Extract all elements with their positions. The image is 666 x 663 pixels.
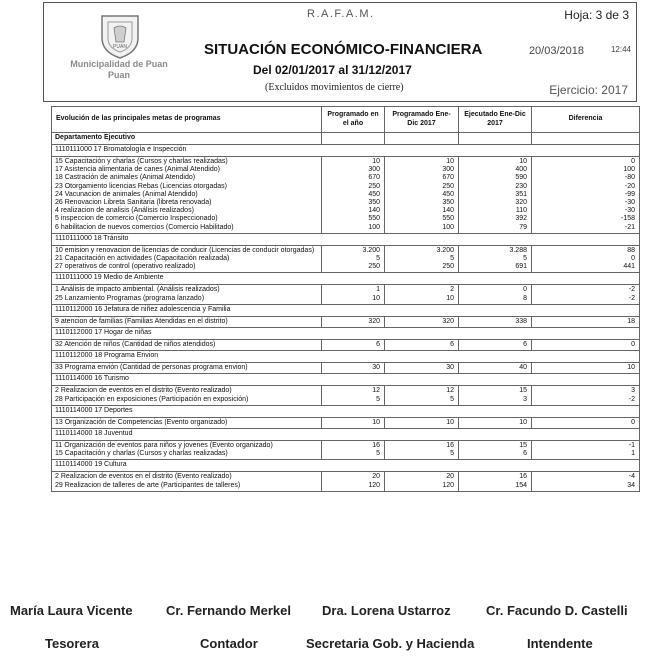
difference-value-cell bbox=[532, 441, 640, 460]
programmed-year-value: 10 bbox=[372, 294, 380, 302]
table-body bbox=[52, 133, 640, 492]
goal-description-cell bbox=[52, 157, 322, 234]
table-row bbox=[52, 441, 640, 460]
executed-value: 16 bbox=[519, 473, 527, 481]
goal-description: 11 Organización de eventos para niños y jovenes (Evento organizado) bbox=[55, 442, 273, 450]
goal-description: 21 Capacitación en actividades (Capacitación realizada) bbox=[55, 255, 230, 263]
table-row bbox=[52, 245, 640, 273]
goal-description: 18 Castración de animales (Animal Atendido) bbox=[55, 174, 196, 182]
difference-value: 0 bbox=[631, 158, 635, 165]
fiscal-year-value: 2017 bbox=[601, 83, 628, 97]
executed-value: 338 bbox=[515, 317, 527, 325]
executed-value-cell bbox=[459, 316, 532, 327]
executed-value: 6 bbox=[523, 341, 527, 349]
executed-value: 79 bbox=[519, 223, 527, 231]
executed-value-cell bbox=[459, 157, 532, 234]
executed-value-cell bbox=[459, 441, 532, 460]
programmed-year-value-cell bbox=[322, 417, 385, 428]
section-header-row bbox=[52, 405, 640, 417]
municipality-name bbox=[44, 59, 194, 81]
executed-value-cell bbox=[459, 472, 532, 491]
programmed-year-value: 450 bbox=[368, 190, 380, 198]
column-header-programmed-year: Programado en el año bbox=[322, 107, 385, 133]
goal-description: 33 Programa envión (Cantidad de personas programa envion) bbox=[55, 364, 248, 372]
section-code: 1110112000 17 Hogar de niñas bbox=[52, 328, 640, 340]
section-header-row bbox=[52, 273, 640, 285]
goal-description: 4 realizacion de analisis (Análisis realizados) bbox=[55, 207, 194, 215]
programmed-year-value-cell bbox=[322, 363, 385, 374]
goal-description: 15 Capacitación y charlas (Cursos y charlas realizadas) bbox=[55, 450, 228, 458]
programmed-year-value: 1 bbox=[376, 286, 380, 294]
programmed-year-value: 300 bbox=[368, 166, 380, 174]
programmed-year-value: 140 bbox=[368, 207, 380, 215]
goal-description: 28 Participación en exposiciones (Participación en exposición) bbox=[55, 395, 249, 403]
goal-description: 23 Otorgamiento licencias Rebas (Licencias otorgadas) bbox=[55, 182, 227, 190]
difference-value-cell bbox=[532, 417, 640, 428]
programmed-period-value: 3.200 bbox=[436, 246, 454, 254]
executed-value: 154 bbox=[515, 481, 527, 489]
programmed-year-value: 320 bbox=[368, 317, 380, 325]
programmed-period-value: 250 bbox=[442, 182, 454, 190]
programmed-period-value-cell bbox=[385, 340, 459, 351]
goal-description-cell bbox=[52, 363, 322, 374]
goal-description: 25 Lanzamiento Programas (programa lanzado) bbox=[55, 294, 205, 302]
empty-cell bbox=[322, 133, 385, 145]
section-code: 1110112000 16 Jefatura de niñez adolescencia y Familia bbox=[52, 304, 640, 316]
goal-description: 24 Vacunacion de animales (Animal Atendido) bbox=[55, 190, 198, 198]
difference-value: -21 bbox=[624, 223, 635, 231]
difference-value: -158 bbox=[620, 215, 635, 223]
programmed-period-value: 300 bbox=[442, 166, 454, 174]
executed-value: 8 bbox=[523, 294, 527, 302]
signature-name: Cr. Facundo D. Castelli bbox=[486, 603, 628, 618]
signature-role: Intendente bbox=[527, 636, 593, 651]
difference-value: 0 bbox=[631, 418, 635, 426]
goal-description-cell bbox=[52, 285, 322, 304]
goal-description: 2 Realizacion de eventos en el distrito (Evento realizado) bbox=[55, 473, 232, 481]
section-code: 1110114000 17 Deportes bbox=[52, 405, 640, 417]
section-code: 1110111000 17 Bromatología e Inspección bbox=[52, 145, 640, 157]
table-row bbox=[52, 417, 640, 428]
programmed-period-value-cell bbox=[385, 157, 459, 234]
programmed-year-value: 250 bbox=[368, 263, 380, 271]
programmed-year-value-cell bbox=[322, 441, 385, 460]
table-row bbox=[52, 316, 640, 327]
programmed-year-value: 5 bbox=[376, 255, 380, 263]
table-row bbox=[52, 386, 640, 405]
difference-value: -2 bbox=[628, 286, 635, 294]
programmed-period-value-cell bbox=[385, 245, 459, 273]
difference-value: 88 bbox=[627, 246, 635, 254]
programmed-period-value: 350 bbox=[442, 199, 454, 207]
difference-value: 441 bbox=[623, 263, 635, 271]
section-header-row bbox=[52, 145, 640, 157]
section-header-row bbox=[52, 374, 640, 386]
programmed-year-value: 10 bbox=[372, 418, 380, 426]
goal-description: 9 atencion de familias (Familias Atendidas en el distrito) bbox=[55, 317, 228, 325]
executed-value-cell bbox=[459, 386, 532, 405]
programmed-year-value: 670 bbox=[368, 174, 380, 182]
section-header-row bbox=[52, 328, 640, 340]
signature-name: Cr. Fernando Merkel bbox=[166, 603, 291, 618]
system-name: R.A.F.A.M. bbox=[307, 8, 375, 20]
goal-description: 17 Asistencia alimentaria de canes (Animal Atendido) bbox=[55, 166, 220, 174]
difference-value-cell bbox=[532, 363, 640, 374]
goal-description: 29 Realizacion de talleres de arte (Participantes de talleres) bbox=[55, 481, 241, 489]
executed-value: 10 bbox=[519, 158, 527, 165]
programmed-year-value: 6 bbox=[376, 341, 380, 349]
difference-value: 10 bbox=[627, 364, 635, 372]
programmed-year-value: 350 bbox=[368, 199, 380, 207]
programmed-year-value-cell bbox=[322, 386, 385, 405]
section-code: 1110114000 19 Cultura bbox=[52, 460, 640, 472]
report-title: SITUACIÓN ECONÓMICO-FINANCIERA bbox=[204, 41, 483, 58]
table-header-row bbox=[52, 107, 640, 133]
executed-value: 691 bbox=[515, 263, 527, 271]
executed-value: 3 bbox=[523, 395, 527, 403]
section-code: 1110114000 18 Juventud bbox=[52, 429, 640, 441]
report-date: 20/03/2018 bbox=[528, 45, 584, 57]
department-row bbox=[52, 133, 640, 145]
executed-value: 40 bbox=[519, 364, 527, 372]
programmed-period-value: 670 bbox=[442, 174, 454, 182]
difference-value: -4 bbox=[628, 473, 635, 481]
programmed-period-value: 250 bbox=[442, 263, 454, 271]
difference-value-cell bbox=[532, 245, 640, 273]
section-code: 1110111000 18 Tránsito bbox=[52, 233, 640, 245]
goal-description: 26 Renovacion Libreta Sanitaria (libreta renovada) bbox=[55, 199, 212, 207]
section-header-row bbox=[52, 429, 640, 441]
difference-value: -1 bbox=[628, 442, 635, 450]
goal-description-cell bbox=[52, 316, 322, 327]
report-header bbox=[43, 2, 637, 102]
programmed-year-value-cell bbox=[322, 472, 385, 491]
programmed-year-value: 5 bbox=[376, 395, 380, 403]
executed-value-cell bbox=[459, 285, 532, 304]
programmed-period-value: 140 bbox=[442, 207, 454, 215]
programmed-year-value: 550 bbox=[368, 215, 380, 223]
table-row bbox=[52, 285, 640, 304]
executed-value: 400 bbox=[515, 166, 527, 174]
municipality-label: Municipalidad de Puan bbox=[70, 59, 168, 69]
programmed-period-value: 12 bbox=[446, 387, 454, 395]
programmed-year-value: 3.200 bbox=[362, 246, 380, 254]
executed-value: 351 bbox=[515, 190, 527, 198]
programmed-period-value-cell bbox=[385, 472, 459, 491]
difference-value-cell bbox=[532, 157, 640, 234]
signature-name: Dra. Lorena Ustarroz bbox=[322, 603, 451, 618]
section-header-row bbox=[52, 460, 640, 472]
report-time: 12:44 bbox=[610, 45, 631, 54]
programmed-year-value: 20 bbox=[372, 473, 380, 481]
executed-value: 3.288 bbox=[509, 246, 527, 254]
executed-value: 15 bbox=[519, 442, 527, 450]
fiscal-year bbox=[549, 83, 628, 97]
executed-value: 230 bbox=[515, 182, 527, 190]
difference-value: -99 bbox=[624, 190, 635, 198]
programmed-period-value-cell bbox=[385, 417, 459, 428]
executed-value: 10 bbox=[519, 418, 527, 426]
difference-value: 0 bbox=[631, 255, 635, 263]
programmed-year-value-cell bbox=[322, 316, 385, 327]
fiscal-year-label: Ejercicio: bbox=[549, 83, 598, 97]
programmed-period-value: 550 bbox=[442, 215, 454, 223]
crest-caption: PUAN bbox=[113, 44, 127, 50]
programmed-period-value: 10 bbox=[446, 158, 454, 165]
programmed-period-value-cell bbox=[385, 386, 459, 405]
programmed-period-value: 2 bbox=[450, 286, 454, 294]
executed-value: 590 bbox=[515, 174, 527, 182]
programmed-year-value: 250 bbox=[368, 182, 380, 190]
programmed-period-value: 450 bbox=[442, 190, 454, 198]
programmed-period-value: 100 bbox=[442, 223, 454, 231]
executed-value: 392 bbox=[515, 215, 527, 223]
goal-description-cell bbox=[52, 386, 322, 405]
executed-value-cell bbox=[459, 363, 532, 374]
difference-value: -20 bbox=[624, 182, 635, 190]
empty-cell bbox=[385, 133, 459, 145]
programmed-year-value: 5 bbox=[376, 450, 380, 458]
goal-description-cell bbox=[52, 441, 322, 460]
programmed-period-value: 10 bbox=[446, 294, 454, 302]
empty-cell bbox=[532, 133, 640, 145]
programmed-year-value: 100 bbox=[368, 223, 380, 231]
executed-value-cell bbox=[459, 340, 532, 351]
programmed-year-value: 16 bbox=[372, 442, 380, 450]
executed-value-cell bbox=[459, 417, 532, 428]
programmed-period-value-cell bbox=[385, 316, 459, 327]
page-indicator: Hoja: 3 de 3 bbox=[564, 8, 629, 22]
report-period: Del 02/01/2017 al 31/12/2017 bbox=[253, 63, 412, 77]
executed-value: 5 bbox=[523, 255, 527, 263]
difference-value: 18 bbox=[627, 317, 635, 325]
difference-value-cell bbox=[532, 386, 640, 405]
table-row bbox=[52, 472, 640, 491]
programmed-period-value: 6 bbox=[450, 341, 454, 349]
difference-value: 100 bbox=[623, 166, 635, 174]
table-row bbox=[52, 340, 640, 351]
executed-value: 6 bbox=[523, 450, 527, 458]
programmed-period-value-cell bbox=[385, 285, 459, 304]
goal-description: 5 inspeccion de comercio (Comercio Inspeccionado) bbox=[55, 215, 218, 223]
programmed-year-value-cell bbox=[322, 157, 385, 234]
program-goals-table bbox=[51, 106, 640, 492]
executed-value: 15 bbox=[519, 387, 527, 395]
goal-description: 6 habilitacion de nuevos comercios (Comercio Habilitado) bbox=[55, 223, 234, 231]
programmed-period-value: 5 bbox=[450, 450, 454, 458]
section-header-row bbox=[52, 351, 640, 363]
difference-value-cell bbox=[532, 472, 640, 491]
programmed-period-value: 120 bbox=[442, 481, 454, 489]
exclusion-note: (Excluidos movimientos de cierre) bbox=[265, 82, 404, 93]
goal-description: 27 operativos de control (operativo realizado) bbox=[55, 263, 196, 271]
difference-value: 3 bbox=[631, 387, 635, 395]
programmed-period-value-cell bbox=[385, 363, 459, 374]
column-header-description: Evolución de las principales metas de programas bbox=[52, 107, 322, 133]
programmed-period-value: 30 bbox=[446, 364, 454, 372]
goal-description-cell bbox=[52, 417, 322, 428]
table-row bbox=[52, 157, 640, 234]
department-label: Departamento Ejecutivo bbox=[52, 133, 322, 145]
difference-value: -30 bbox=[624, 199, 635, 207]
goal-description: 2 Realizacion de eventos en el distrito (Evento realizado) bbox=[55, 387, 232, 395]
programmed-year-value-cell bbox=[322, 285, 385, 304]
signature-role: Contador bbox=[200, 636, 258, 651]
programmed-period-value: 16 bbox=[446, 442, 454, 450]
difference-value: 0 bbox=[631, 341, 635, 349]
goal-description: 10 emision y renovacion de licencias de conducir (Licencias de conducir otorgadas) bbox=[55, 246, 315, 254]
column-header-executed: Ejecutado Ene-Dic 2017 bbox=[459, 107, 532, 133]
municipal-crest-icon bbox=[94, 12, 146, 60]
programmed-period-value: 5 bbox=[450, 255, 454, 263]
signature-block bbox=[0, 603, 666, 653]
goal-description-cell bbox=[52, 472, 322, 491]
difference-value: 34 bbox=[627, 481, 635, 489]
programmed-period-value: 320 bbox=[442, 317, 454, 325]
section-code: 1110112000 18 Programa Envion bbox=[52, 351, 640, 363]
programmed-period-value: 20 bbox=[446, 473, 454, 481]
signature-name: María Laura Vicente bbox=[10, 603, 133, 618]
column-header-programmed-period: Programado Ene-Dic 2017 bbox=[385, 107, 459, 133]
difference-value-cell bbox=[532, 316, 640, 327]
goal-description: 32 Atención de niños (Cantidad de niños atendidos) bbox=[55, 341, 216, 349]
programmed-year-value-cell bbox=[322, 245, 385, 273]
section-code: 1110114000 16 Turismo bbox=[52, 374, 640, 386]
programmed-year-value: 12 bbox=[372, 387, 380, 395]
executed-value-cell bbox=[459, 245, 532, 273]
goal-description-cell bbox=[52, 245, 322, 273]
difference-value: -2 bbox=[628, 294, 635, 302]
difference-value: -30 bbox=[624, 207, 635, 215]
programmed-year-value: 10 bbox=[372, 158, 380, 165]
difference-value: -80 bbox=[624, 174, 635, 182]
programmed-year-value: 120 bbox=[368, 481, 380, 489]
signature-role: Secretaria Gob. y Hacienda bbox=[306, 636, 475, 651]
municipality-town: Puan bbox=[107, 70, 130, 80]
goal-description: 1 Análisis de impacto ambiental. (Análisis realizados) bbox=[55, 286, 220, 294]
empty-cell bbox=[459, 133, 532, 145]
table-row bbox=[52, 363, 640, 374]
signature-role: Tesorera bbox=[45, 636, 99, 651]
difference-value: -2 bbox=[628, 395, 635, 403]
section-header-row bbox=[52, 233, 640, 245]
executed-value: 320 bbox=[515, 199, 527, 207]
difference-value: 1 bbox=[631, 450, 635, 458]
section-header-row bbox=[52, 304, 640, 316]
programmed-period-value: 10 bbox=[446, 418, 454, 426]
difference-value-cell bbox=[532, 285, 640, 304]
goal-description: 13 Organización de Competencias (Evento organizado) bbox=[55, 418, 228, 426]
programmed-period-value: 5 bbox=[450, 395, 454, 403]
executed-value: 0 bbox=[523, 286, 527, 294]
programmed-year-value: 30 bbox=[372, 364, 380, 372]
section-code: 1110111000 19 Medio de Ambiente bbox=[52, 273, 640, 285]
executed-value: 110 bbox=[515, 207, 527, 215]
goal-description: 15 Capacitación y charlas (Cursos y charlas realizadas) bbox=[55, 158, 228, 165]
programmed-period-value-cell bbox=[385, 441, 459, 460]
programmed-year-value-cell bbox=[322, 340, 385, 351]
column-header-difference: Diferencia bbox=[532, 107, 640, 133]
difference-value-cell bbox=[532, 340, 640, 351]
goal-description-cell bbox=[52, 340, 322, 351]
